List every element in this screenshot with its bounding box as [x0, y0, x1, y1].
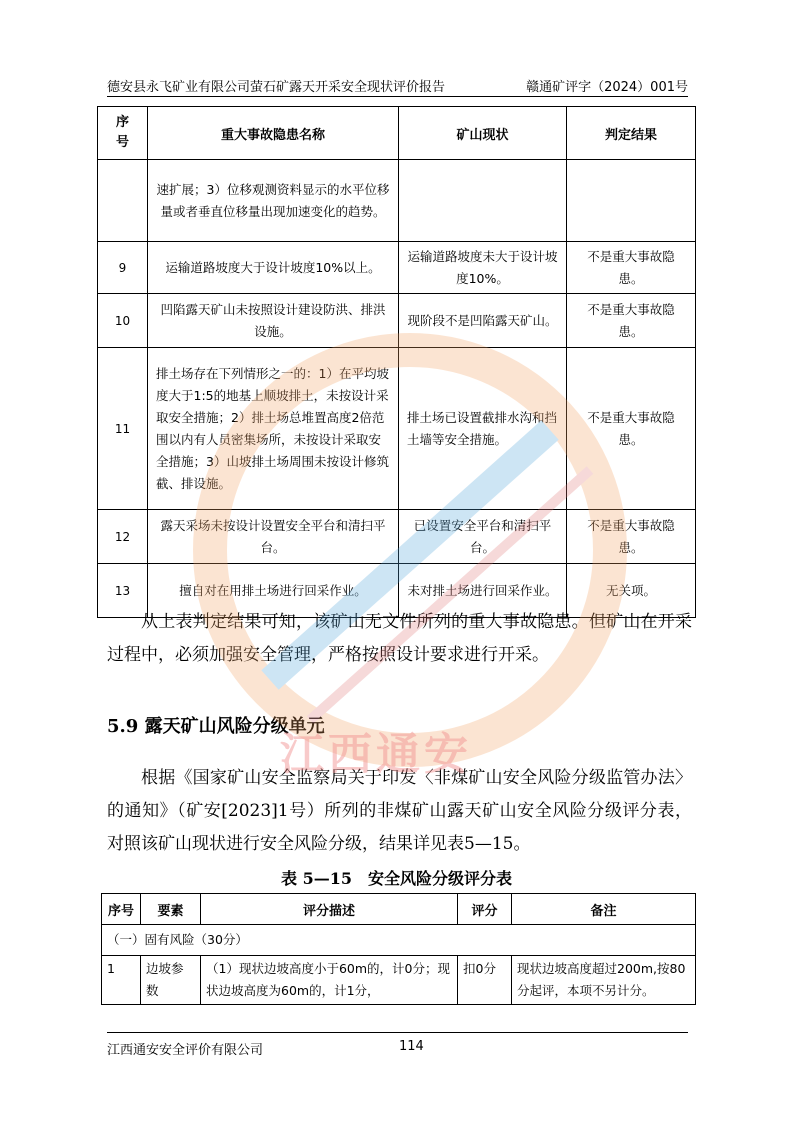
- row-num: 13: [98, 564, 148, 618]
- section-title: 5.9 露天矿山风险分级单元: [107, 716, 325, 737]
- row-status: [399, 160, 567, 242]
- row-status: 已设置安全平台和清扫平台。: [399, 510, 567, 564]
- table-row: [102, 956, 696, 1005]
- row-element: 边坡参数: [141, 956, 201, 1005]
- major-hazard-table: [97, 106, 696, 618]
- row-note: 现状边坡高度超过200m,按80分起评，本项不另计分。: [512, 956, 696, 1005]
- row-num: [98, 160, 148, 242]
- row-status: 运输道路坡度未大于设计坡度10%。: [399, 242, 567, 294]
- row-num: 12: [98, 510, 148, 564]
- table-header-row: [102, 894, 696, 925]
- row-num: 10: [98, 294, 148, 348]
- row-result: [567, 160, 696, 242]
- row-result: 不是重大事故隐患。: [567, 242, 696, 294]
- risk-score-table: [101, 893, 696, 1005]
- row-result: 无关项。: [567, 564, 696, 618]
- table-row: [98, 242, 696, 294]
- header-seq: 序号: [102, 894, 141, 925]
- row-status: 未对排土场进行回采作业。: [399, 564, 567, 618]
- row-result: 不是重大事故隐患。: [567, 294, 696, 348]
- table-row: [98, 294, 696, 348]
- header-hazard-name: 重大事故隐患名称: [148, 107, 399, 160]
- row-hazard: 运输道路坡度大于设计坡度10%以上。: [148, 242, 399, 294]
- table-header-row: [98, 107, 696, 160]
- row-hazard: 凹陷露天矿山未按照设计建设防洪、排洪设施。: [148, 294, 399, 348]
- table-caption: 表 5—15 安全风险分级评分表: [281, 869, 512, 888]
- table-row: [98, 510, 696, 564]
- header-mine-status: 矿山现状: [399, 107, 567, 160]
- page-header: [107, 74, 688, 97]
- row-hazard: 擅自对在用排土场进行回采作业。: [148, 564, 399, 618]
- row-hazard: 排土场存在下列情形之一的：1）在平均坡度大于1:5的地基上顺坡排土，未按设计采取安全措施；2）排土场总堆置高度2倍范围以内有人员密集场所，未按设计采取安全措施；3）山坡排土场周围未按设计修筑截、排设施。: [148, 348, 399, 510]
- row-description: （1）现状边坡高度小于60m的，计0分；现状边坡高度为60m的，计1分，: [201, 956, 458, 1005]
- header-seq: 序号: [98, 107, 148, 160]
- footer-company: 江西通安安全评价有限公司: [107, 1043, 264, 1058]
- row-hazard: 露天采场未按设计设置安全平台和清扫平台。: [148, 510, 399, 564]
- header-report-title: 德安县永飞矿业有限公司萤石矿露天开采安全现状评价报告: [107, 80, 446, 95]
- row-score: 扣0分: [458, 956, 512, 1005]
- header-score: 评分: [458, 894, 512, 925]
- row-hazard: 速扩展；3）位移观测资料显示的水平位移量或者垂直位移量出现加速变化的趋势。: [148, 160, 399, 242]
- table-group-row: [102, 925, 696, 956]
- table-row: [98, 160, 696, 242]
- header-document-number: 赣通矿评字（2024）001号: [526, 80, 688, 95]
- conclusion-paragraph: 从上表判定结果可知，该矿山无文件所列的重大事故隐患。但矿山在开采过程中，必须加强安全管理，严格按照设计要求进行开采。: [107, 612, 692, 665]
- risk-intro-paragraph: 根据《国家矿山安全监察局关于印发〈非煤矿山安全风险分级监管办法〉的通知》（矿安[2023]1号）所列的非煤矿山露天矿山安全风险分级评分表，对照该矿山现状进行安全风险分级，结果详见表5—15。: [107, 768, 692, 854]
- page-number: 114: [399, 1039, 424, 1054]
- group-inherent-risk: （一）固有风险（30分）: [102, 925, 696, 956]
- row-result: 不是重大事故隐患。: [567, 510, 696, 564]
- row-num: 1: [102, 956, 141, 1005]
- header-element: 要素: [141, 894, 201, 925]
- row-num: 11: [98, 348, 148, 510]
- row-status: 现阶段不是凹陷露天矿山。: [399, 294, 567, 348]
- page-footer: [107, 1032, 688, 1058]
- header-description: 评分描述: [201, 894, 458, 925]
- row-num: 9: [98, 242, 148, 294]
- table-row: [98, 348, 696, 510]
- header-result: 判定结果: [567, 107, 696, 160]
- header-note: 备注: [512, 894, 696, 925]
- row-result: 不是重大事故隐患。: [567, 348, 696, 510]
- watermark-text: 江西通安: [280, 729, 472, 780]
- row-status: 排土场已设置截排水沟和挡土墙等安全措施。: [399, 348, 567, 510]
